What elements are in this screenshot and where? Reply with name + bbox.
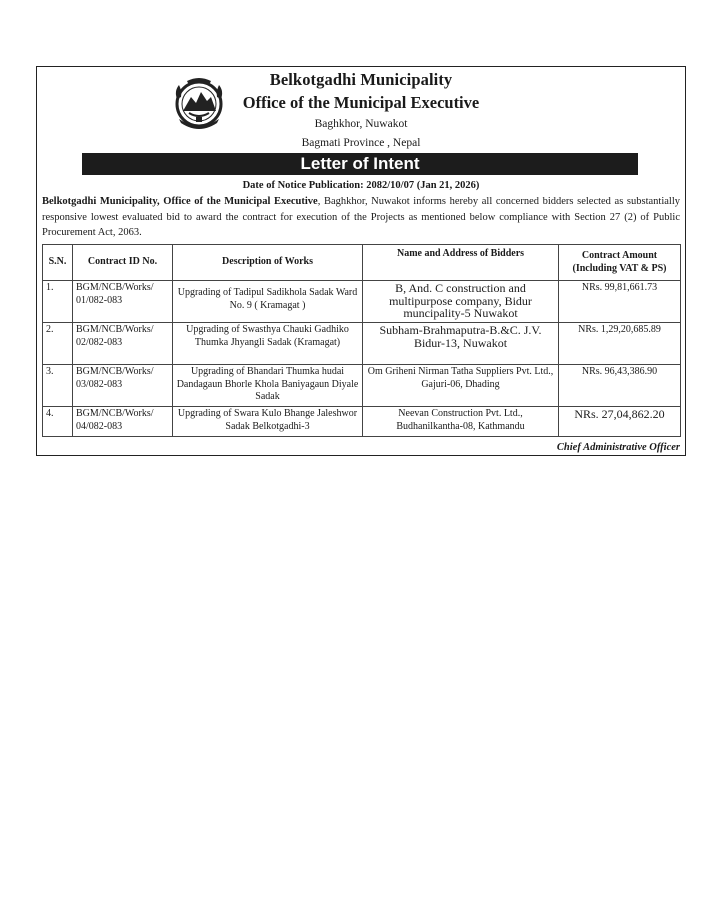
intro-bold-lead: Belkotgadhi Municipality, Office of the Municipal Executive [42,196,318,207]
address-line-2: Bagmati Province , Nepal [301,137,421,149]
row-sn: 2. [43,323,73,365]
header-contract-id: Contract ID No. [73,245,173,281]
row-contract-id [73,365,173,407]
row-bidder: B, And. C construction and multipurpose company, Bidur muncipality-5 Nuwakot [363,281,559,323]
row-amount: NRs. 96,43,386.90 [559,365,681,407]
header-sn: S.N. [43,245,73,281]
notice-box [36,66,686,456]
table-row [43,323,681,365]
address-line-1: Baghkhor, Nuwakot [314,118,408,130]
contract-id-part2: 04/082-083 [76,420,123,432]
row-bidder: Om Griheni Nirman Tatha Suppliers Pvt. Ltd., Gajuri-06, Dhading [363,365,559,407]
contract-id-part1: BGM/NCB/Works/ [76,408,154,419]
contract-id-part1: BGM/NCB/Works/ [76,282,154,293]
table-row [43,281,681,323]
header-amount-line2: (Including VAT & PS) [572,262,667,274]
row-bidder: Neevan Construction Pvt. Ltd., Budhanilkantha-08, Kathmandu [363,407,559,437]
row-contract-id [73,323,173,365]
letter-title-banner: Letter of Intent [82,153,638,175]
table-row [43,407,681,437]
publication-date: Date of Notice Publication: 2082/10/07 (Jan 21, 2026) [242,180,480,191]
contract-id-part2: 02/082-083 [76,336,123,348]
row-sn: 3. [43,365,73,407]
row-description: Upgrading of Swasthya Chauki Gadhiko Thumka Jhyangli Sadak (Kramagat) [173,323,363,365]
intro-paragraph [42,194,680,241]
row-sn: 1. [43,281,73,323]
contract-id-part2: 03/082-083 [76,378,123,390]
signature-title: Chief Administrative Officer [556,442,680,453]
table-row [43,365,681,407]
row-contract-id [73,407,173,437]
works-table [42,244,681,437]
intro-text: , Baghkhor, Nuwakot informs hereby all concerned bidders selected as substantially responsive lowest evaluated bid to award the contract for execution of the Projects as mentioned below compliance with Section 27 (2) of Public Procurement Act, 2063. [42,196,680,238]
contract-id-part2: 01/082-083 [76,294,123,306]
header-bidder: Name and Address of Bidders [363,245,559,281]
row-amount: NRs. 1,29,20,685.89 [559,323,681,365]
row-amount: NRs. 99,81,661.73 [559,281,681,323]
header-amount [559,245,681,281]
row-description: Upgrading of Tadipul Sadikhola Sadak Ward No. 9 ( Kramagat ) [173,281,363,323]
row-description: Upgrading of Swara Kulo Bhange Jaleshwor Sadak Belkotgadhi-3 [173,407,363,437]
header-amount-line1: Contract Amount [581,250,658,261]
row-amount: NRs. 27,04,862.20 [559,407,681,437]
row-description: Upgrading of Bhandari Thumka hudai Dandagaun Bhorle Khola Baniyagaun Diyale Sadak [173,365,363,407]
row-sn: 4. [43,407,73,437]
contract-id-part1: BGM/NCB/Works/ [76,324,154,335]
header-description: Description of Works [173,245,363,281]
organization-name: Belkotgadhi Municipality [269,70,453,89]
row-bidder: Subham-Brahmaputra-B.&C. J.V. Bidur-13, Nuwakot [363,323,559,365]
table-header-row [43,245,681,281]
office-name: Office of the Municipal Executive [242,93,480,112]
contract-id-part1: BGM/NCB/Works/ [76,366,154,377]
row-contract-id [73,281,173,323]
